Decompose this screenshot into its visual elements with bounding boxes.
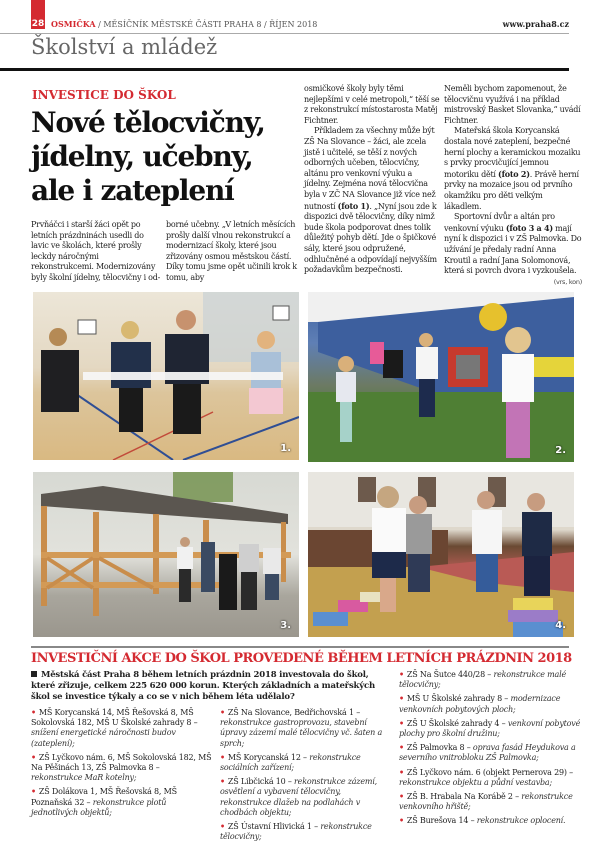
text: Příkladem za všechny může být ZŠ Na Slovance – žáci, ale zcela jistě i učitelé, se těší z nových odborných učeben, tělocvičny, altánu pro venkovní výuku a jídelny. Zejména nová tělocvična byla v ZČ NA Slovance již více než nutností [304, 126, 436, 211]
bullet-icon: • [220, 776, 225, 787]
lead-text: Městská část Praha 8 během letních prázdnin 2018 investovala do škol, které zřizuje, celkem 225 620 000 korun. Kterých základních a mateřských škol se investice týkaly a co se v nich během léta udělalo? [31, 670, 375, 702]
school-names: MŠ Korycanská 12 – [227, 752, 307, 762]
list-item [399, 815, 583, 826]
work-description: rekonstrukce MaR kotelny; [31, 773, 137, 783]
paragraph [444, 212, 582, 286]
masthead-brand: OSMIČKA [51, 19, 96, 29]
bullet-icon: • [399, 766, 404, 777]
paragraph: Prvňáčci i starší žáci opět po letních prázdninách usedli do lavic ve školách, které prošly leckdy náročnými rekonstrukcemi. Modernizovány byly školní jídelny, tělocvičny i od- [31, 220, 161, 282]
school-names: ZŠ Na Šutce 440/28 – [406, 670, 492, 679]
list-item [220, 821, 392, 842]
photo-number: 4. [555, 620, 566, 631]
paragraph: borné učebny. „V letních měsících prošly další vlnou rekonstrukcí a modernizací školy, které jsou zřizovány osmou městskou částí. Díky tomu jsme opět učinili krok k tomu, aby [166, 220, 297, 282]
school-names: ZŠ Burešova 14 – [406, 816, 475, 826]
text: Mateřská škola Korycanská dostala nové zateplení, bezpečné herní plochy a keramickou mozaiku s prvky procvičující jemnou motoriku dětí [444, 126, 581, 179]
bullet-icon: • [220, 821, 225, 832]
work-description: rekonstrukce zázemí, osvětlení a vybavení tělocvičny, rekonstrukce dlažeb na podlahách v chodbách objektu; [220, 777, 377, 817]
website-link[interactable]: www.praha8.cz [502, 19, 569, 29]
work-description: – rekonstrukce objektu a půdní vestavba; [399, 767, 573, 787]
article-headline: Nové tělocvičny, jídelny, učebny, ale i zateplení [31, 106, 265, 207]
box-title: INVESTIČNÍ AKCE DO ŠKOL PROVEDENÉ BĚHEM LETNÍCH PRÁZDNIN 2018 [31, 651, 572, 666]
square-bullet-icon [31, 671, 37, 677]
photo-number: 1. [280, 443, 291, 454]
masthead [51, 19, 317, 29]
bullet-icon: • [220, 707, 225, 717]
photo-wooden-gazebo [33, 472, 299, 637]
article-column-2 [166, 220, 298, 284]
photo-playground-hopscotch [308, 472, 574, 637]
work-description: modernizace venkovních pobytových ploch; [399, 694, 561, 714]
section-divider [0, 68, 569, 71]
bullet-icon: • [31, 786, 36, 797]
photo-number: 3. [280, 620, 291, 631]
photo-mosaic-wall-children [308, 292, 574, 462]
list-item [220, 707, 392, 749]
work-description: rekonstrukce gastroprovozu, stavební úpravy zázemí malé tělocvičny vč. šaten a sprch; [220, 718, 383, 748]
article-column-3 [304, 84, 440, 276]
work-description: venkovní pobytové plochy pro školní družinu; [399, 718, 581, 739]
school-names: ZŠ Na Slovance, Bedřichovská 1 – [227, 708, 360, 717]
investment-list-1 [31, 707, 213, 821]
box-divider [31, 646, 569, 648]
bullet-icon: • [31, 751, 36, 762]
bullet-icon: • [399, 742, 404, 753]
photo-ref: (foto 1) [337, 200, 370, 211]
article-kicker: INVESTICE DO ŠKOL [32, 88, 176, 102]
investment-list-2 [220, 707, 392, 845]
list-item [399, 742, 583, 763]
school-names: ZŠ Lyčkovo nám. 6 (objekt Pernerova 29) [406, 767, 567, 777]
school-names: ZŠ U Školské zahrady 4 – [406, 718, 506, 728]
bullet-icon: • [399, 693, 404, 704]
work-description: rekonstrukce malé tělocvičny; [399, 670, 566, 690]
work-description: rekonstrukce venkovního hřiště; [399, 792, 573, 812]
page-number: 28 [31, 19, 45, 29]
article-column-1 [31, 220, 161, 284]
text: Sportovní dvůr a altán pro venkovní výuku [444, 212, 555, 233]
paragraph [304, 126, 440, 275]
photo-ref: (foto 3 a 4) [505, 222, 553, 233]
investment-list-3 [399, 669, 583, 830]
photo-gym-illustration [33, 292, 299, 460]
bullet-icon: • [399, 669, 404, 679]
article-column-4 [444, 84, 582, 287]
school-names: MŠ Korycanská 14, MŠ Řešovská 8, MŠ Sokolovská 182, MŠ U Školské zahrady 8 [31, 708, 194, 728]
paragraph [444, 126, 582, 212]
photo-ref: (foto 2) [498, 168, 530, 179]
text: . Právě herní prvky na mozaice jsou od prvního okamžiku pro děti velkým lákadlem. [444, 169, 579, 211]
list-item [31, 752, 213, 784]
photo-number: 2. [555, 445, 566, 456]
text: mají nyní k dispozici i v ZŠ Palmovka. Do užívání je předaly radní Anna Kroutil a radní Jana Solomonová, která si povrch dvora i vyzkoušela. [444, 223, 582, 276]
list-item [399, 669, 583, 690]
school-names: ZŠ B. Hrabala Na Korábě 2 – [406, 792, 519, 802]
work-description: rekonstrukce tělocvičny; [220, 822, 372, 842]
list-item [399, 693, 583, 714]
school-names: ZŠ Lyčkovo nám. 6, MŠ Sokolovská 182, MŠ Na Pěšinách 13, ZŠ Palmovka 8 – [31, 752, 212, 773]
bullet-icon: • [399, 815, 404, 826]
list-item [399, 718, 583, 739]
list-item [220, 752, 392, 773]
work-description: – snížení energetické náročnosti budov (zateplení); [31, 718, 198, 748]
header-divider [0, 33, 569, 34]
photo-playground-illustration [308, 472, 574, 637]
bullet-icon: • [399, 791, 404, 802]
school-names: ZŠ Libčická 10 – [227, 777, 292, 787]
list-item [220, 776, 392, 818]
list-item [31, 707, 213, 749]
text: . „Nyní jsou zde k dispozici dvě tělocvičny, díky nimž bude škola podporovat dnes tolik důležitý pohyb dětí. Jde o špičkové sály, které jsou odpružené, odhlučněné a odpovídají nejvyšším požadavkům bezpečnosti. [304, 201, 437, 275]
school-names: ZŠ Ústavní Hlivická 1 – [227, 822, 318, 832]
photo-mosaic-illustration [308, 292, 574, 462]
work-description: oprava fasád Heydukova a severního vnitrobloku ZŠ Palmovka; [399, 743, 576, 763]
school-names: ZŠ Dolákova 1, MŠ Řešovská 8, MŠ Poznaňská 32 – [31, 787, 177, 807]
photo-gazebo-illustration [33, 472, 299, 637]
school-names: ZŠ Palmovka 8 – [406, 743, 471, 753]
bullet-icon: • [399, 717, 404, 728]
bullet-icon: • [220, 751, 225, 762]
work-description: rekonstrukce plotů jednotlivých objektů; [31, 797, 167, 817]
author-signature: (vrs, kon) [553, 277, 582, 286]
work-description: rekonstrukce oplocení. [476, 816, 566, 826]
work-description: rekonstrukce sociálních zařízení; [220, 752, 361, 773]
list-item [399, 767, 583, 788]
list-item [399, 791, 583, 812]
paragraph: osmičkové školy byly těmi nejlepšími v celé metropoli,“ těší se z rekonstrukcí místostarosta Matěj Fichtner. [304, 84, 440, 125]
photo-gym-ribbon-cutting [33, 292, 299, 460]
list-item [31, 786, 213, 818]
school-names: MŠ U Školské zahrady 8 – [406, 694, 509, 704]
section-title: Školství a mládež [31, 35, 218, 59]
bullet-icon: • [31, 707, 36, 717]
paragraph: Neměli bychom zapomenout, že tělocvičnu využívá i na příklad mistrovský Basket Slovanka,“ uvádí Fichtner. [444, 84, 581, 125]
box-lead [31, 670, 391, 703]
masthead-issue: / MĚSÍČNÍK MĚSTSKÉ ČÁSTI PRAHA 8 / ŘÍJEN 2018 [95, 20, 318, 29]
